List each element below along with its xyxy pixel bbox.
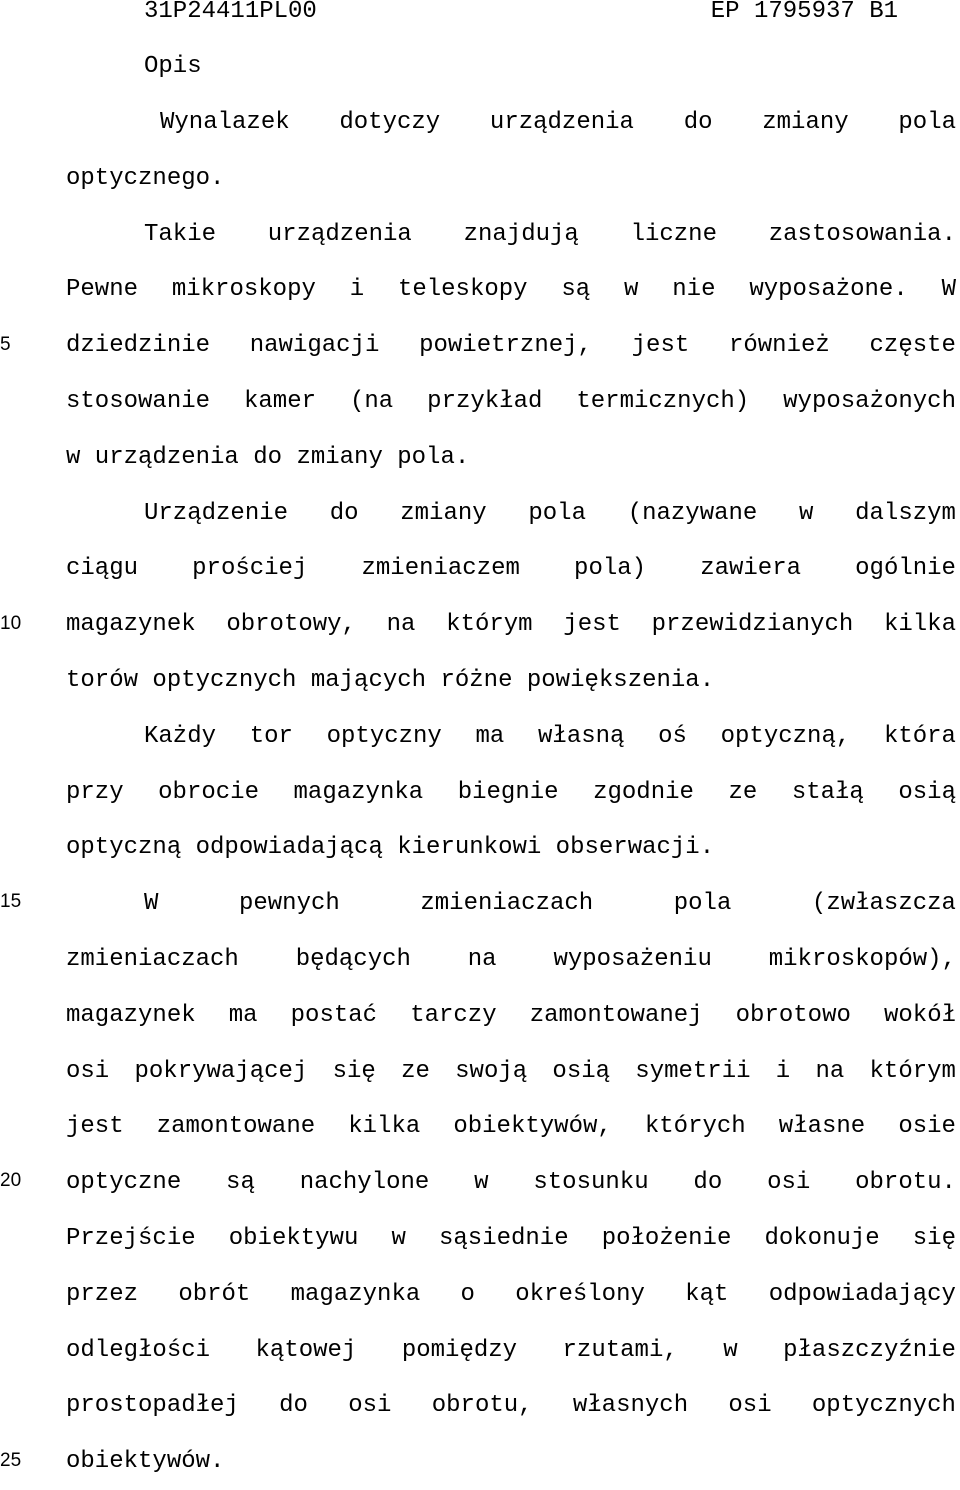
line-number-20: 20 bbox=[0, 1170, 22, 1191]
word: mikroskopy bbox=[171, 276, 316, 304]
text-line bbox=[66, 988, 956, 1044]
word: wokół bbox=[883, 1001, 956, 1029]
word: jest bbox=[563, 611, 621, 639]
word: na bbox=[386, 611, 416, 639]
word: zamontowane bbox=[156, 1113, 316, 1141]
word: rzutami, bbox=[562, 1336, 678, 1364]
word: również bbox=[728, 332, 830, 360]
word: i bbox=[349, 276, 365, 304]
word: do bbox=[683, 109, 713, 136]
word: w bbox=[624, 276, 639, 304]
word: płaszczyźnie bbox=[783, 1336, 956, 1364]
text-line: obiektywów. bbox=[66, 1448, 225, 1476]
word: na bbox=[815, 1057, 845, 1085]
word: osią bbox=[898, 778, 956, 806]
word: dziedzinie bbox=[66, 332, 211, 360]
word: wyposażone. bbox=[749, 276, 908, 304]
word: dalszym bbox=[855, 499, 956, 527]
word: obrót bbox=[178, 1280, 251, 1308]
word: do bbox=[329, 499, 359, 527]
word: do bbox=[279, 1392, 308, 1420]
line-number-25: 25 bbox=[0, 1450, 22, 1471]
word: przykład bbox=[427, 387, 543, 415]
word: kamer bbox=[244, 387, 317, 415]
word: zmieniaczach bbox=[66, 945, 239, 973]
word: położenie bbox=[601, 1224, 732, 1252]
text-line: torów optycznych mających różne powiększenia. bbox=[66, 666, 715, 694]
word: przy bbox=[66, 778, 124, 806]
word: stosunku bbox=[533, 1169, 649, 1197]
word: którym bbox=[869, 1057, 956, 1085]
word: dokonuje bbox=[764, 1224, 880, 1252]
word: pola bbox=[673, 890, 732, 918]
text-line: w urządzenia do zmiany pola. bbox=[66, 443, 470, 471]
word: pokrywającej bbox=[134, 1057, 308, 1085]
word: stosowanie bbox=[66, 387, 211, 415]
word: w bbox=[799, 499, 814, 527]
description-text bbox=[66, 95, 956, 1490]
document-code: 31P24411PL00 bbox=[144, 0, 317, 25]
word: ma bbox=[228, 1001, 258, 1029]
word: zmiany bbox=[400, 499, 487, 527]
word: optyczny bbox=[326, 722, 442, 750]
word: postać bbox=[290, 1001, 378, 1029]
word: Pewne bbox=[66, 276, 139, 304]
word: prościej bbox=[192, 555, 308, 583]
word: (nazywane bbox=[627, 499, 758, 527]
word: W bbox=[941, 276, 956, 304]
word: optyczne bbox=[66, 1169, 182, 1197]
word: symetrii bbox=[635, 1057, 751, 1085]
text-line bbox=[66, 262, 956, 318]
word: sąsiednie bbox=[438, 1224, 569, 1252]
word: osi bbox=[767, 1169, 811, 1197]
word: Urządzenie bbox=[144, 499, 289, 527]
word: częste bbox=[869, 332, 956, 360]
word: osią bbox=[552, 1057, 611, 1085]
word: obrotowy, bbox=[226, 611, 356, 639]
word: magazynek bbox=[66, 611, 196, 639]
word: (na bbox=[349, 387, 394, 415]
word: która bbox=[883, 722, 956, 750]
section-title: Opis bbox=[144, 53, 202, 80]
word: urządzenia bbox=[489, 109, 634, 136]
word: osi bbox=[728, 1392, 772, 1420]
word: ze bbox=[728, 778, 758, 806]
text-line bbox=[66, 1155, 956, 1211]
word: obiektywów, bbox=[453, 1113, 612, 1141]
word: przez bbox=[66, 1280, 139, 1308]
word: którym bbox=[446, 611, 533, 639]
word: urządzenia bbox=[267, 220, 412, 248]
text-line bbox=[66, 374, 956, 430]
word: są bbox=[226, 1169, 255, 1197]
word: zastosowania. bbox=[768, 220, 956, 248]
word: biegnie bbox=[457, 778, 559, 806]
word: kilka bbox=[348, 1113, 421, 1141]
patent-number: EP 1795937 B1 bbox=[710, 0, 898, 25]
word: kąt bbox=[685, 1280, 729, 1308]
word: ma bbox=[475, 722, 505, 750]
word: teleskopy bbox=[397, 276, 528, 304]
word: obrocie bbox=[158, 778, 259, 806]
word: obrotu, bbox=[431, 1392, 533, 1420]
word: obiektywu bbox=[228, 1224, 359, 1252]
line-number-5: 5 bbox=[0, 334, 11, 355]
word: wyposażonych bbox=[783, 387, 956, 415]
word: pola bbox=[898, 109, 956, 136]
word: ciągu bbox=[66, 555, 139, 583]
word: się bbox=[332, 1057, 376, 1085]
word: ze bbox=[401, 1057, 430, 1085]
text-line bbox=[66, 1323, 956, 1379]
word: pewnych bbox=[238, 890, 340, 918]
word: przewidzianych bbox=[651, 611, 854, 639]
text-line bbox=[66, 1211, 956, 1267]
word: tor bbox=[249, 722, 293, 750]
word: pomiędzy bbox=[401, 1336, 518, 1364]
line-number-15: 15 bbox=[0, 891, 22, 912]
word: zamontowanej bbox=[529, 1001, 703, 1029]
word: są bbox=[561, 276, 591, 304]
word: znajdują bbox=[463, 220, 579, 248]
word: zmieniaczach bbox=[420, 890, 594, 918]
word: osi bbox=[66, 1057, 110, 1085]
word: będących bbox=[295, 945, 411, 973]
word: nawigacji bbox=[249, 332, 380, 360]
word: się bbox=[912, 1224, 956, 1252]
word: W bbox=[144, 890, 159, 918]
word: własnych bbox=[572, 1392, 689, 1420]
word: Każdy bbox=[144, 722, 217, 750]
word: obrotu. bbox=[855, 1169, 956, 1197]
text-line bbox=[66, 765, 956, 821]
word: i bbox=[775, 1057, 791, 1085]
word: odpowiadający bbox=[768, 1280, 956, 1308]
text-line bbox=[66, 1267, 956, 1323]
word: w bbox=[391, 1224, 406, 1252]
word: stałą bbox=[791, 778, 864, 806]
word: prostopadłej bbox=[66, 1392, 239, 1420]
text-line bbox=[66, 207, 956, 263]
word: osie bbox=[898, 1113, 956, 1141]
word: pola) bbox=[574, 555, 647, 583]
word: w bbox=[474, 1169, 489, 1197]
word: magazynek bbox=[66, 1001, 196, 1029]
text-line bbox=[66, 1044, 956, 1100]
word: dotyczy bbox=[339, 109, 441, 136]
word: własną bbox=[538, 722, 625, 750]
text-line bbox=[66, 1099, 956, 1155]
word: (zwłaszcza bbox=[811, 890, 956, 918]
word: zmiany bbox=[762, 109, 849, 136]
word: magazynka bbox=[293, 778, 424, 806]
word: oś bbox=[658, 722, 687, 750]
text-line bbox=[66, 318, 956, 374]
word: o bbox=[460, 1280, 475, 1308]
text-line: optyczną odpowiadającą kierunkowi obserwacji. bbox=[66, 834, 715, 862]
word: własne bbox=[778, 1113, 866, 1141]
word: na bbox=[467, 945, 497, 973]
word: kilka bbox=[883, 611, 956, 639]
word: termicznych) bbox=[576, 387, 750, 415]
word: do bbox=[693, 1169, 723, 1197]
text-line bbox=[66, 709, 956, 765]
line-number-10: 10 bbox=[0, 613, 22, 634]
word: jest bbox=[66, 1113, 124, 1141]
word: nie bbox=[672, 276, 716, 304]
word: kątowej bbox=[255, 1336, 357, 1364]
text-line bbox=[66, 541, 956, 597]
text-line bbox=[66, 486, 956, 542]
word: których bbox=[644, 1113, 746, 1141]
word: ogólnie bbox=[855, 555, 956, 583]
text-line bbox=[66, 597, 956, 653]
text-line bbox=[66, 95, 956, 151]
word: pola bbox=[528, 499, 586, 527]
word: określony bbox=[515, 1280, 645, 1308]
text-line bbox=[66, 876, 956, 932]
word: obrotowo bbox=[735, 1001, 851, 1029]
word: odległości bbox=[66, 1336, 211, 1364]
word: Takie bbox=[144, 220, 217, 248]
word: nachylone bbox=[299, 1169, 430, 1197]
word: optycznych bbox=[811, 1392, 956, 1420]
word: osi bbox=[348, 1392, 392, 1420]
word: Przejście bbox=[66, 1224, 196, 1252]
word: zgodnie bbox=[593, 778, 694, 806]
text-line bbox=[66, 1378, 956, 1434]
word: w bbox=[723, 1336, 738, 1364]
word: optyczną, bbox=[720, 722, 851, 750]
word: Wynalazek bbox=[160, 109, 290, 136]
word: magazynka bbox=[290, 1280, 421, 1308]
text-line: optycznego. bbox=[66, 164, 225, 192]
word: jest bbox=[631, 332, 690, 360]
text-line bbox=[66, 932, 956, 988]
word: tarczy bbox=[410, 1001, 497, 1029]
word: zawiera bbox=[700, 555, 802, 583]
word: liczne bbox=[630, 220, 717, 248]
word: zmieniaczem bbox=[361, 555, 520, 583]
word: swoją bbox=[455, 1057, 528, 1085]
word: powietrznej, bbox=[419, 332, 592, 360]
word: mikroskopów), bbox=[768, 945, 956, 973]
word: wyposażeniu bbox=[553, 945, 712, 973]
